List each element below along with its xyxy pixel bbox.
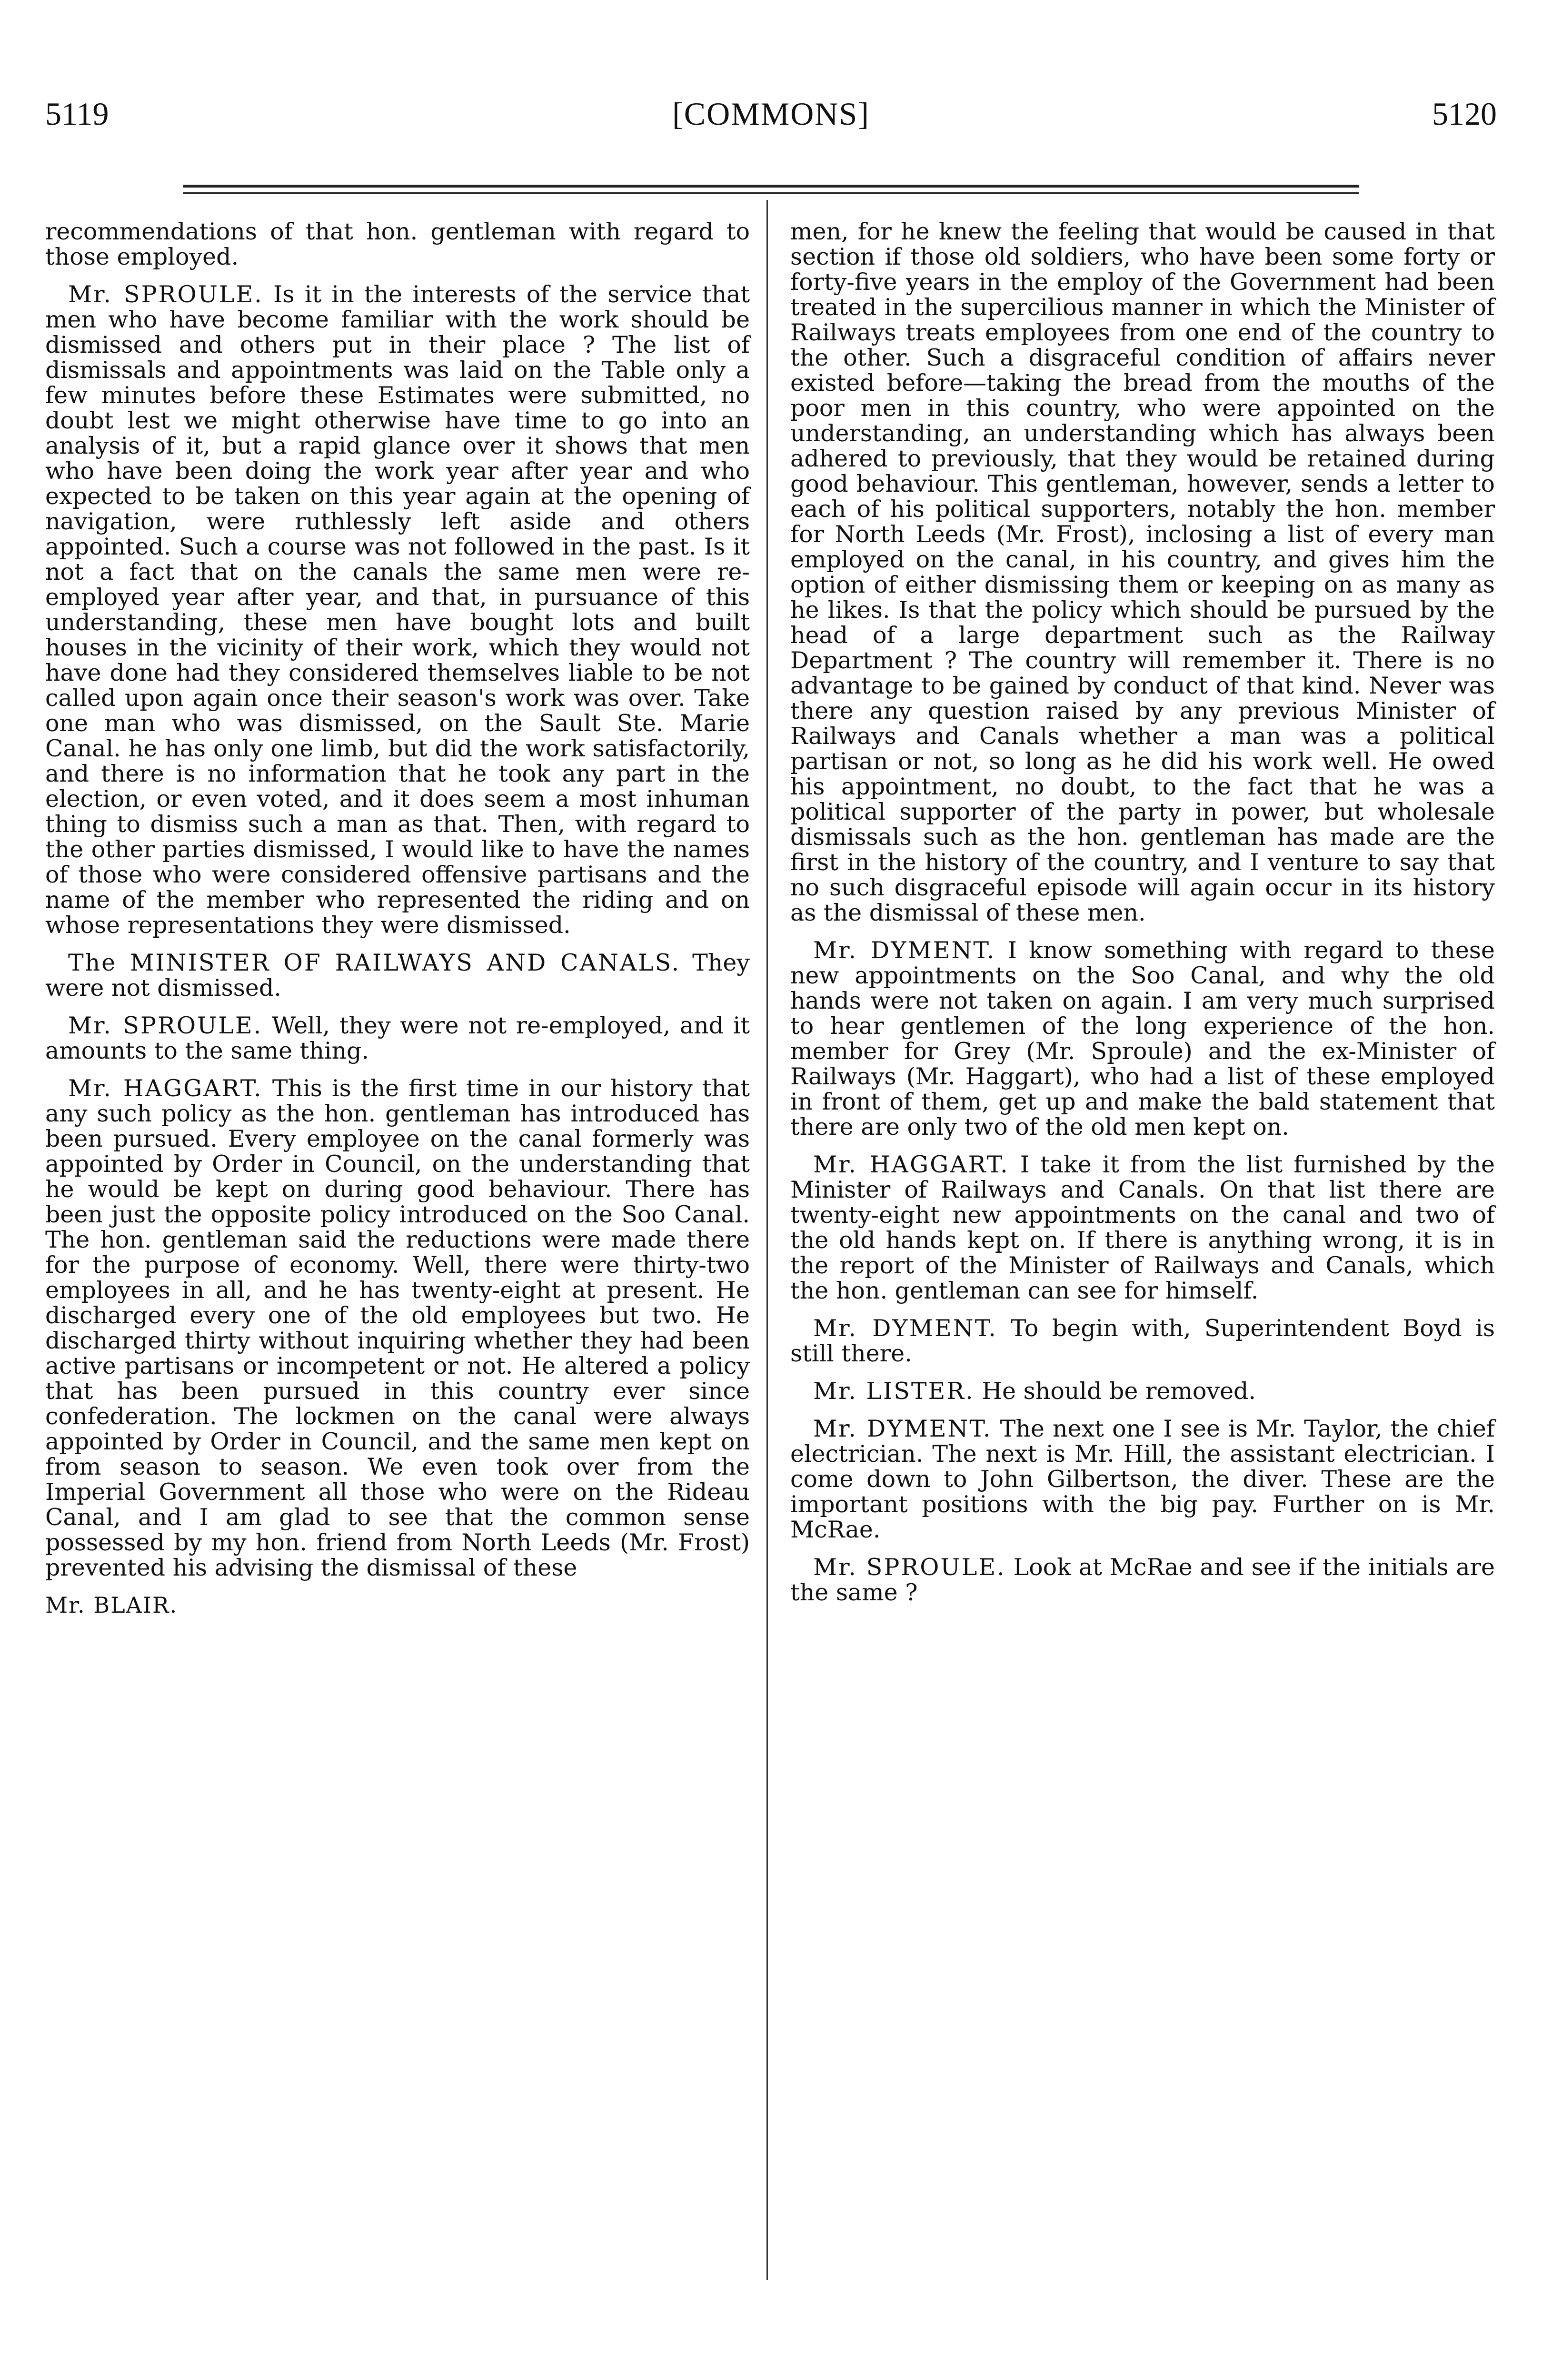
paragraph-text: To begin with, Superintendent Boyd is still there. [790, 1315, 1495, 1367]
paragraph [45, 950, 750, 1001]
running-title: [COMMONS] [672, 96, 870, 132]
speaker-name: Mr. HAGGART. [68, 1075, 263, 1102]
speaker-name: The MINISTER OF RAILWAYS AND CANALS. [68, 949, 681, 976]
page-header [45, 95, 1497, 148]
paragraph [790, 219, 1495, 925]
speaker-name: Mr. SPROULE. [68, 1012, 263, 1039]
paragraph-text: Is it in the interests of the service that men who have become familiar with the work should be dismissed and others put in their place ? The list of dismissals and appointments was laid on the Table only a few minutes before these Estimates were submitted, no doubt lest we might otherwise have time to go into an analysis of it, but a rapid glance over it shows that men who have been doing the work year after year and who expected to be taken on this year again at the opening of navigation, were ruthlessly left aside and others appointed. Such a course was not followed in the past. Is it not a fact that on the canals the same men were re-employed year after year, and that, in pursuance of this understanding, these men have bought lots and built houses in the vicinity of their work, which they would not have done had they considered themselves liable to be not called upon again once their season's work was over. Take one man who was dismissed, on the Sault Ste. Marie Canal. he has only one limb, but did the work satisfactorily, and there is no information that he took any part in the election, or even voted, and it does seem a most inhuman thing to dismiss such a man as that. Then, with regard to the other parties dismissed, I would like to have the names of those who were considered offensive partisans and the name of the member who represented the riding and on whose representations they were dismissed. [45, 281, 750, 939]
paragraph [790, 938, 1495, 1140]
speaker-name: Mr. SPROULE. [68, 281, 263, 308]
paragraph-text: I know something with regard to these new appointments on the Soo Canal, and why the old hands were not taken on again. I am very much surprised to hear gentlemen of the long experience of the hon. member for Grey (Mr. Sproule) and the ex-Minister of Railways (Mr. Haggart), who had a list of these employed in front of them, get up and make the bald statement that there are only two of the old men kept on. [790, 937, 1495, 1140]
speaker-name: Mr. LISTER. [813, 1378, 975, 1405]
speaker-name: Mr. DYMENT. [813, 1315, 997, 1342]
paragraph-text: Well, they were not re-employed, and it amounts to the same thing. [45, 1012, 750, 1064]
speaker-name: Mr. HAGGART. [813, 1151, 1009, 1178]
paragraph-text: The next one I see is Mr. Taylor, the chief electrician. The next is Mr. Hill, the assistant electrician. I come down to John Gilbertson, the diver. These are the important positions with the big pay. Further on is Mr. McRae. [790, 1415, 1495, 1543]
paragraph [45, 1013, 750, 1063]
column-divider [766, 200, 768, 2280]
page-number-left: 5119 [45, 96, 109, 132]
paragraph [45, 282, 750, 938]
paragraph [45, 1076, 750, 1580]
paragraph [790, 1152, 1495, 1303]
page-footer-catchword: Mr. BLAIR. [45, 1592, 178, 1618]
speaker-name: Mr. DYMENT. [813, 1415, 992, 1442]
paragraph [790, 1378, 1495, 1404]
paragraph [790, 1316, 1495, 1366]
left-column [45, 219, 750, 1618]
paragraph-text: He should be removed. [982, 1378, 1256, 1405]
paragraph [45, 219, 750, 269]
paragraph-text: men, for he knew the feeling that would be caused in that section if those old soldiers, who have been some forty or forty-five years in the employ of the Government had been treated in the supercilious manner in which the Minister of Railways treats employees from one end of the country to the other. Such a disgraceful condition of affairs never existed before—taking the bread from the mouths of the poor men in this country, who were appointed on the understanding, an understanding which has always been adhered to previously, that they would be retained during good behaviour. This gentleman, however, sends a letter to each of his political supporters, notably the hon. member for North Leeds (Mr. Frost), inclosing a list of every man employed on the canal, in his country, and gives him the option of either dismissing them or keeping on as many as he likes. Is that the policy which should be pursued by the head of a large department such as the Railway Department ? The country will remember it. There is no advantage to be gained by conduct of that kind. Never was there any question raised by any previous Minister of Railways and Canals whether a man was a political partisan or not, so long as he did his work well. He owed his appointment, no doubt, to the fact that he was a political supporter of the party in power, but wholesale dismissals such as the hon. gentleman has made are the first in the history of the country, and I venture to say that no such disgraceful episode will again occur in its history as the dismissal of these men. [790, 218, 1495, 926]
right-column [790, 219, 1495, 1617]
speaker-name: Mr. SPROULE. [813, 1554, 1006, 1581]
header-rule-bottom [183, 192, 1359, 194]
paragraph-text: recommendations of that hon. gentleman with regard to those employed. [45, 218, 750, 270]
speaker-name: Mr. DYMENT. [813, 937, 996, 964]
paragraph [790, 1416, 1495, 1542]
paragraph-text: This is the first time in our history that any such policy as the hon. gentleman has introduced has been pursued. Every employee on the canal formerly was appointed by Order in Council, on the understanding that he would be kept on during good behaviour. There has been just the opposite policy introduced on the Soo Canal. The hon. gentleman said the reductions were made there for the purpose of economy. Well, there were thirty-two employees in all, and he has twenty-eight at present. He discharged every one of the old employees but two. He discharged thirty without inquiring whether they had been active partisans or incompetent or not. He altered a policy that has been pursued in this country ever since confederation. The lockmen on the canal were always appointed by Order in Council, and the same men kept on from season to season. We even took over from the Imperial Government all those who were on the Rideau Canal, and I am glad to see that the common sense possessed by my hon. friend from North Leeds (Mr. Frost) prevented his advising the dismissal of these [45, 1075, 750, 1581]
paragraph [790, 1555, 1495, 1605]
paragraph-text: They were not dismissed. [45, 949, 750, 1002]
paragraph-text: I take it from the list furnished by the Minister of Railways and Canals. On that list there are twenty-eight new appointments on the canal and two of the old hands kept on. If there is anything wrong, it is in the report of the Minister of Railways and Canals, which the hon. gentleman can see for himself. [790, 1151, 1495, 1304]
page-number-right: 5120 [1432, 96, 1497, 132]
header-rule-top [183, 185, 1359, 188]
paragraph-text: Look at McRae and see if the initials are the same ? [790, 1554, 1495, 1606]
